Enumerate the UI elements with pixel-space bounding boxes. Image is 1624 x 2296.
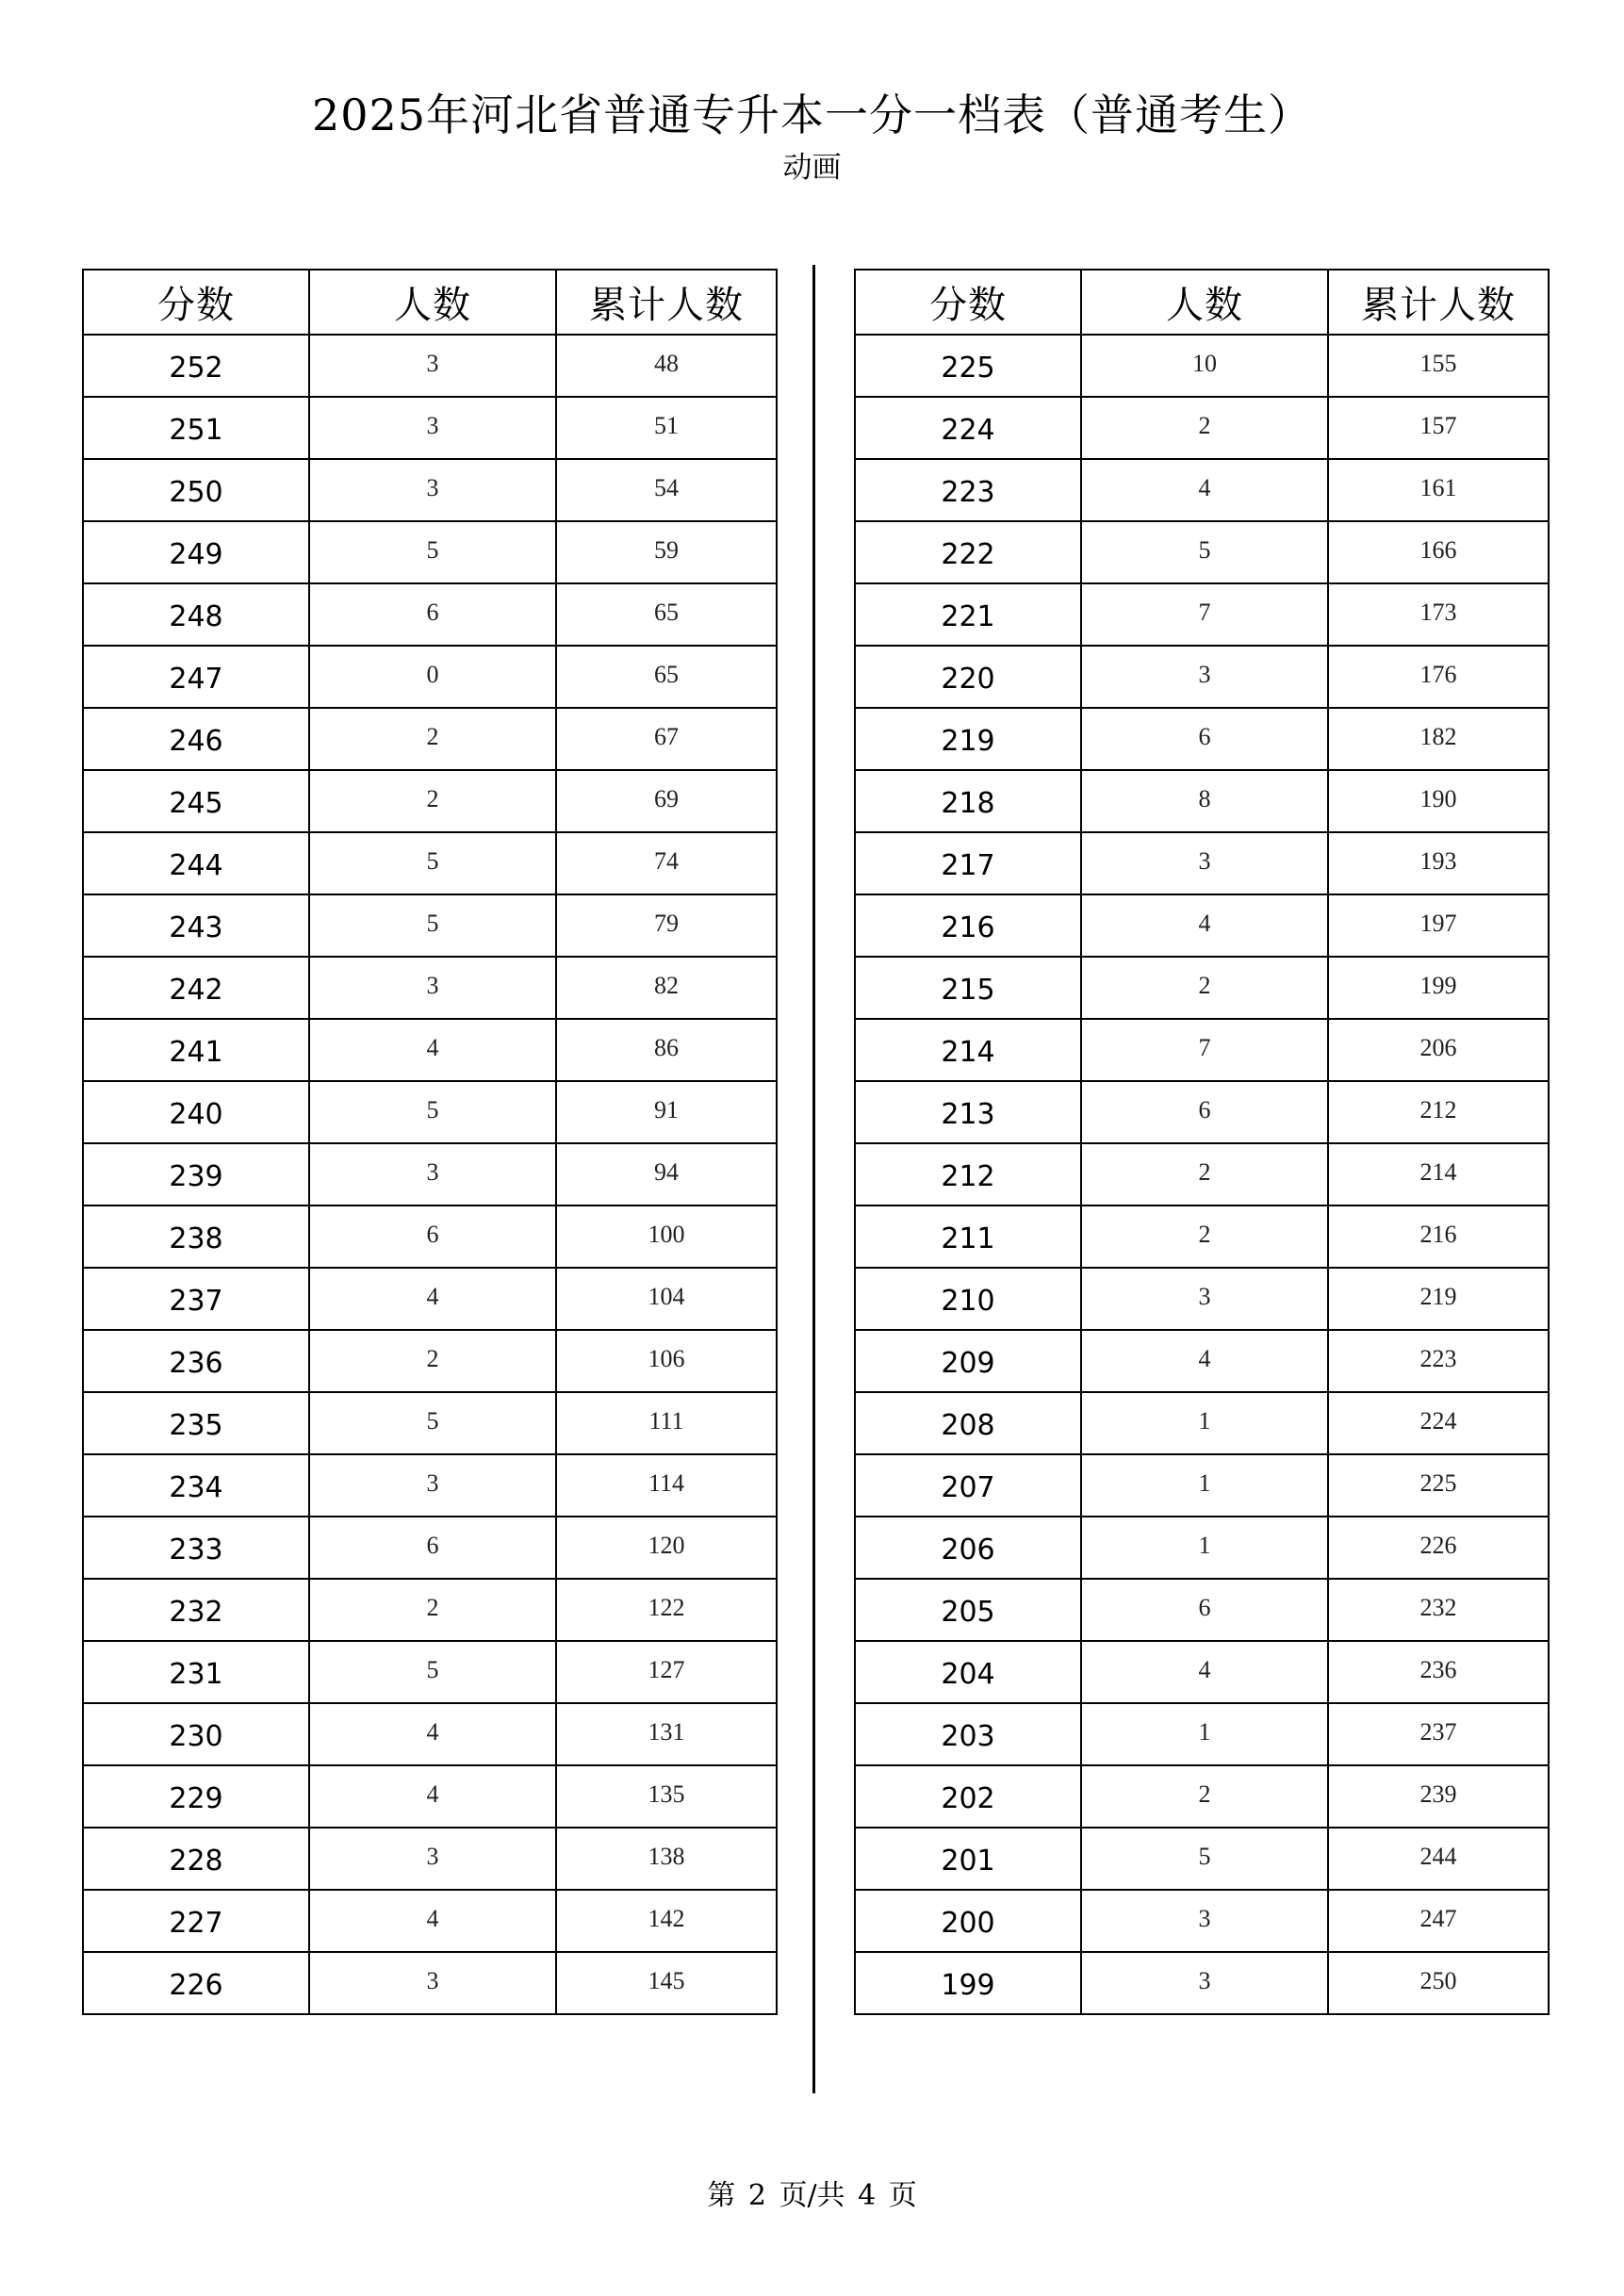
- cumulative-cell: 166: [1328, 521, 1549, 583]
- count-cell: 6: [1081, 708, 1328, 770]
- score-cell: 234: [83, 1454, 309, 1517]
- count-cell: 5: [309, 1392, 556, 1454]
- cumulative-cell: 176: [1328, 646, 1549, 708]
- table-row: [83, 1828, 777, 1890]
- table-row: [855, 1268, 1549, 1330]
- count-cell: 1: [1081, 1392, 1328, 1454]
- table-row: [855, 1392, 1549, 1454]
- table-row: [855, 583, 1549, 646]
- count-cell: 3: [309, 1952, 556, 2014]
- count-cell: 3: [309, 957, 556, 1019]
- header-count: 人数: [309, 270, 556, 335]
- score-cell: 200: [855, 1890, 1081, 1952]
- cumulative-cell: 193: [1328, 832, 1549, 894]
- count-cell: 5: [1081, 521, 1328, 583]
- cumulative-cell: 161: [1328, 459, 1549, 521]
- count-cell: 1: [1081, 1517, 1328, 1579]
- table-row: [83, 1392, 777, 1454]
- count-cell: 5: [309, 832, 556, 894]
- score-cell: 241: [83, 1019, 309, 1081]
- score-cell: 247: [83, 646, 309, 708]
- table-row: [83, 459, 777, 521]
- table-row: [83, 1517, 777, 1579]
- table-row: [83, 1268, 777, 1330]
- table-row: [83, 1703, 777, 1765]
- cumulative-cell: 225: [1328, 1454, 1549, 1517]
- cumulative-cell: 135: [556, 1765, 777, 1828]
- major-subtitle: 动画: [782, 151, 842, 185]
- score-cell: 226: [83, 1952, 309, 2014]
- count-cell: 3: [309, 1828, 556, 1890]
- table-row: [855, 894, 1549, 957]
- table-row: [855, 1890, 1549, 1952]
- table-row: [83, 1454, 777, 1517]
- cumulative-cell: 223: [1328, 1330, 1549, 1392]
- score-cell: 225: [855, 335, 1081, 397]
- score-cell: 216: [855, 894, 1081, 957]
- cumulative-cell: 199: [1328, 957, 1549, 1019]
- count-cell: 1: [1081, 1454, 1328, 1517]
- header-cumulative: 累计人数: [1328, 270, 1549, 335]
- cumulative-cell: 219: [1328, 1268, 1549, 1330]
- table-row: [855, 770, 1549, 832]
- count-cell: 5: [309, 894, 556, 957]
- score-table-left: [82, 269, 778, 2015]
- table-row: [83, 708, 777, 770]
- table-row: [83, 1081, 777, 1143]
- table-row: [855, 957, 1549, 1019]
- count-cell: 4: [309, 1703, 556, 1765]
- count-cell: 4: [309, 1019, 556, 1081]
- score-table-right: [854, 269, 1550, 2015]
- table-row: [855, 1641, 1549, 1703]
- cumulative-cell: 190: [1328, 770, 1549, 832]
- count-cell: 7: [1081, 1019, 1328, 1081]
- cumulative-cell: 214: [1328, 1143, 1549, 1205]
- count-cell: 4: [1081, 894, 1328, 957]
- count-cell: 3: [309, 1454, 556, 1517]
- cumulative-cell: 122: [556, 1579, 777, 1641]
- count-cell: 4: [1081, 1641, 1328, 1703]
- table-row: [855, 1454, 1549, 1517]
- header-count: 人数: [1081, 270, 1328, 335]
- cumulative-cell: 104: [556, 1268, 777, 1330]
- score-cell: 207: [855, 1454, 1081, 1517]
- score-cell: 228: [83, 1828, 309, 1890]
- cumulative-cell: 250: [1328, 1952, 1549, 2014]
- count-cell: 8: [1081, 770, 1328, 832]
- cumulative-cell: 237: [1328, 1703, 1549, 1765]
- table-row: [855, 1019, 1549, 1081]
- table-row: [83, 1579, 777, 1641]
- cumulative-cell: 54: [556, 459, 777, 521]
- count-cell: 3: [1081, 1268, 1328, 1330]
- table-row: [83, 583, 777, 646]
- cumulative-cell: 79: [556, 894, 777, 957]
- cumulative-cell: 239: [1328, 1765, 1549, 1828]
- score-cell: 211: [855, 1205, 1081, 1268]
- count-cell: 2: [1081, 957, 1328, 1019]
- count-cell: 2: [309, 770, 556, 832]
- count-cell: 2: [1081, 1765, 1328, 1828]
- count-cell: 1: [1081, 1703, 1328, 1765]
- cumulative-cell: 114: [556, 1454, 777, 1517]
- cumulative-cell: 247: [1328, 1890, 1549, 1952]
- count-cell: 5: [309, 1081, 556, 1143]
- table-row: [83, 1641, 777, 1703]
- cumulative-cell: 131: [556, 1703, 777, 1765]
- table-row: [855, 459, 1549, 521]
- count-cell: 10: [1081, 335, 1328, 397]
- score-cell: 209: [855, 1330, 1081, 1392]
- table-row: [855, 521, 1549, 583]
- cumulative-cell: 51: [556, 397, 777, 459]
- score-cell: 210: [855, 1268, 1081, 1330]
- header-cumulative: 累计人数: [556, 270, 777, 335]
- count-cell: 3: [1081, 1952, 1328, 2014]
- table-row: [855, 1205, 1549, 1268]
- table-row: [83, 397, 777, 459]
- score-cell: 251: [83, 397, 309, 459]
- count-cell: 4: [1081, 1330, 1328, 1392]
- score-cell: 244: [83, 832, 309, 894]
- score-cell: 249: [83, 521, 309, 583]
- score-cell: 252: [83, 335, 309, 397]
- cumulative-cell: 145: [556, 1952, 777, 2014]
- table-row: [855, 335, 1549, 397]
- table-row: [855, 1081, 1549, 1143]
- header-score: 分数: [855, 270, 1081, 335]
- score-cell: 229: [83, 1765, 309, 1828]
- table-row: [83, 1890, 777, 1952]
- score-cell: 242: [83, 957, 309, 1019]
- cumulative-cell: 212: [1328, 1081, 1549, 1143]
- cumulative-cell: 67: [556, 708, 777, 770]
- table-row: [855, 832, 1549, 894]
- score-cell: 221: [855, 583, 1081, 646]
- cumulative-cell: 197: [1328, 894, 1549, 957]
- cumulative-cell: 157: [1328, 397, 1549, 459]
- cumulative-cell: 59: [556, 521, 777, 583]
- score-cell: 201: [855, 1828, 1081, 1890]
- count-cell: 5: [309, 1641, 556, 1703]
- table-header-row: [855, 270, 1549, 335]
- score-cell: 214: [855, 1019, 1081, 1081]
- score-cell: 213: [855, 1081, 1081, 1143]
- score-cell: 246: [83, 708, 309, 770]
- count-cell: 3: [1081, 832, 1328, 894]
- page-footer: 第 2 页/共 4 页: [707, 2179, 917, 2212]
- table-row: [83, 646, 777, 708]
- cumulative-cell: 155: [1328, 335, 1549, 397]
- table-row: [855, 1143, 1549, 1205]
- cumulative-cell: 82: [556, 957, 777, 1019]
- score-cell: 218: [855, 770, 1081, 832]
- table-row: [855, 708, 1549, 770]
- table-row: [83, 1330, 777, 1392]
- table-row: [83, 894, 777, 957]
- table-row: [83, 335, 777, 397]
- score-cell: 245: [83, 770, 309, 832]
- cumulative-cell: 69: [556, 770, 777, 832]
- score-cell: 205: [855, 1579, 1081, 1641]
- cumulative-cell: 127: [556, 1641, 777, 1703]
- count-cell: 2: [309, 1579, 556, 1641]
- table-row: [83, 1765, 777, 1828]
- page-title: 2025年河北省普通专升本一分一档表（普通考生）: [311, 90, 1313, 140]
- table-row: [855, 1579, 1549, 1641]
- table-row: [855, 397, 1549, 459]
- table-row: [83, 1019, 777, 1081]
- score-cell: 240: [83, 1081, 309, 1143]
- score-cell: 250: [83, 459, 309, 521]
- table-row: [83, 1952, 777, 2014]
- count-cell: 2: [309, 1330, 556, 1392]
- cumulative-cell: 182: [1328, 708, 1549, 770]
- score-cell: 243: [83, 894, 309, 957]
- cumulative-cell: 216: [1328, 1205, 1549, 1268]
- table-row: [855, 1330, 1549, 1392]
- score-cell: 238: [83, 1205, 309, 1268]
- score-cell: 220: [855, 646, 1081, 708]
- score-cell: 215: [855, 957, 1081, 1019]
- score-cell: 219: [855, 708, 1081, 770]
- cumulative-cell: 94: [556, 1143, 777, 1205]
- score-cell: 217: [855, 832, 1081, 894]
- table-row: [83, 770, 777, 832]
- count-cell: 6: [1081, 1081, 1328, 1143]
- score-cell: 224: [855, 397, 1081, 459]
- table-header-row: [83, 270, 777, 335]
- score-cell: 204: [855, 1641, 1081, 1703]
- score-cell: 239: [83, 1143, 309, 1205]
- column-divider: [812, 265, 815, 2093]
- score-cell: 222: [855, 521, 1081, 583]
- table-row: [855, 1828, 1549, 1890]
- cumulative-cell: 65: [556, 583, 777, 646]
- count-cell: 2: [309, 708, 556, 770]
- count-cell: 6: [309, 583, 556, 646]
- count-cell: 5: [1081, 1828, 1328, 1890]
- cumulative-cell: 173: [1328, 583, 1549, 646]
- count-cell: 6: [309, 1517, 556, 1579]
- cumulative-cell: 236: [1328, 1641, 1549, 1703]
- table-row: [83, 1205, 777, 1268]
- table-row: [83, 832, 777, 894]
- count-cell: 5: [309, 521, 556, 583]
- count-cell: 6: [1081, 1579, 1328, 1641]
- count-cell: 7: [1081, 583, 1328, 646]
- cumulative-cell: 100: [556, 1205, 777, 1268]
- score-cell: 212: [855, 1143, 1081, 1205]
- count-cell: 3: [309, 397, 556, 459]
- count-cell: 6: [309, 1205, 556, 1268]
- count-cell: 3: [1081, 1890, 1328, 1952]
- table-row: [83, 1143, 777, 1205]
- header-score: 分数: [83, 270, 309, 335]
- table-row: [83, 957, 777, 1019]
- score-cell: 230: [83, 1703, 309, 1765]
- score-cell: 203: [855, 1703, 1081, 1765]
- cumulative-cell: 120: [556, 1517, 777, 1579]
- score-cell: 236: [83, 1330, 309, 1392]
- cumulative-cell: 91: [556, 1081, 777, 1143]
- score-cell: 227: [83, 1890, 309, 1952]
- cumulative-cell: 142: [556, 1890, 777, 1952]
- count-cell: 4: [1081, 459, 1328, 521]
- count-cell: 0: [309, 646, 556, 708]
- table-row: [855, 1952, 1549, 2014]
- count-cell: 2: [1081, 1143, 1328, 1205]
- table-row: [855, 1765, 1549, 1828]
- cumulative-cell: 206: [1328, 1019, 1549, 1081]
- cumulative-cell: 244: [1328, 1828, 1549, 1890]
- cumulative-cell: 226: [1328, 1517, 1549, 1579]
- score-cell: 208: [855, 1392, 1081, 1454]
- cumulative-cell: 111: [556, 1392, 777, 1454]
- score-cell: 223: [855, 459, 1081, 521]
- count-cell: 3: [1081, 646, 1328, 708]
- cumulative-cell: 224: [1328, 1392, 1549, 1454]
- score-cell: 248: [83, 583, 309, 646]
- cumulative-cell: 232: [1328, 1579, 1549, 1641]
- table-row: [83, 521, 777, 583]
- cumulative-cell: 65: [556, 646, 777, 708]
- cumulative-cell: 48: [556, 335, 777, 397]
- score-cell: 231: [83, 1641, 309, 1703]
- score-cell: 237: [83, 1268, 309, 1330]
- cumulative-cell: 86: [556, 1019, 777, 1081]
- cumulative-cell: 74: [556, 832, 777, 894]
- table-row: [855, 1517, 1549, 1579]
- score-cell: 199: [855, 1952, 1081, 2014]
- score-cell: 232: [83, 1579, 309, 1641]
- count-cell: 2: [1081, 397, 1328, 459]
- count-cell: 4: [309, 1890, 556, 1952]
- count-cell: 3: [309, 1143, 556, 1205]
- score-cell: 206: [855, 1517, 1081, 1579]
- table-row: [855, 1703, 1549, 1765]
- score-cell: 202: [855, 1765, 1081, 1828]
- cumulative-cell: 106: [556, 1330, 777, 1392]
- count-cell: 3: [309, 459, 556, 521]
- table-row: [855, 646, 1549, 708]
- count-cell: 4: [309, 1765, 556, 1828]
- count-cell: 4: [309, 1268, 556, 1330]
- score-cell: 233: [83, 1517, 309, 1579]
- cumulative-cell: 138: [556, 1828, 777, 1890]
- count-cell: 3: [309, 335, 556, 397]
- score-cell: 235: [83, 1392, 309, 1454]
- count-cell: 2: [1081, 1205, 1328, 1268]
